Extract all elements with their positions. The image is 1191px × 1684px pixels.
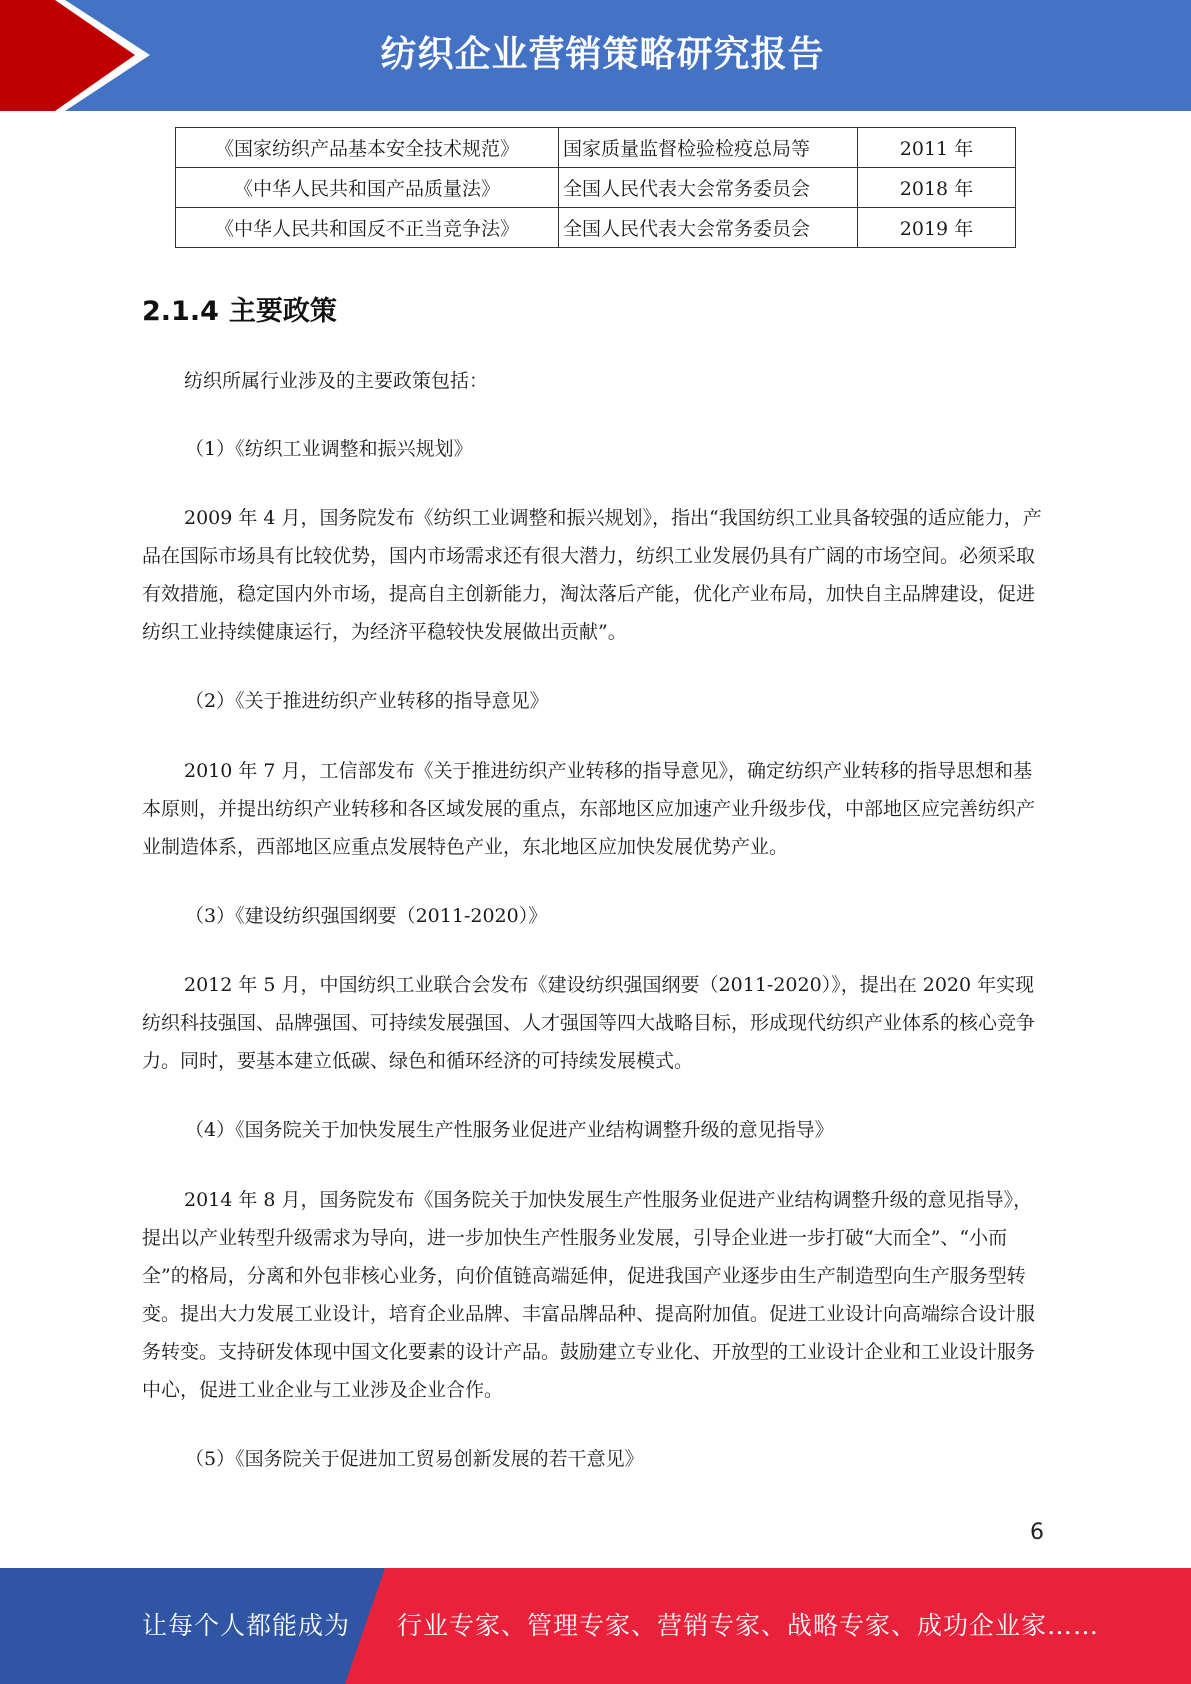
policy-heading: （5）《国务院关于促进加工贸易创新发展的若干意见》 <box>185 1448 644 1470</box>
intro-paragraph: 纺织所属行业涉及的主要政策包括： <box>184 370 489 392</box>
table-row <box>176 208 1016 248</box>
table-row <box>176 128 1016 168</box>
table-row <box>176 168 1016 208</box>
footer-slogan-left: 让每个人都能成为 <box>142 1611 351 1640</box>
policy-body: 2009 年 4 月，国务院发布《纺织工业调整和振兴规划》，指出“我国纺织工业具备较强的适应能力，产品在国际市场具有比较优势，国内市场需求还有很大潜力，纺织工业发展仍具有广阔的市场空间。必须采取有效措施，稳定国内外市场，提高自主创新能力，淘汰落后产能，优化产业布局，加快自主品牌建设，促进纺织工业持续健康运行，为经济平稳较快发展做出贡献”。 <box>142 507 1042 643</box>
law-name-cell: 《中华人民共和国反不正当竞争法》 <box>176 208 559 248</box>
policy-body: 2014 年 8 月，国务院发布《国务院关于加快发展生产性服务业促进产业结构调整升级的意见指导》，提出以产业转型升级需求为导向，进一步加快生产性服务业发展，引导企业进一步打破“大而全”、“小而全”的格局，分离和外包非核心业务，向价值链高端延伸，促进我国产业逐步由生产制造型向生产服务型转变。提出大力发展工业设计，培育企业品牌、丰富品牌品种、提高附加值。促进工业设计向高端综合设计服务转变。支持研发体现中国文化要素的设计产品。鼓励建立专业化、开放型的工业设计企业和工业设计服务中心，促进工业企业与工业涉及企业合作。 <box>142 1189 1036 1401</box>
policy-heading: （2）《关于推进纺织产业转移的指导意见》 <box>185 690 549 712</box>
footer-slogan-right: 行业专家、管理专家、营销专家、战略专家、成功企业家…… <box>397 1611 1100 1640</box>
policy-heading: （1）《纺织工业调整和振兴规划》 <box>185 438 473 460</box>
page-header <box>0 0 1191 111</box>
section-heading <box>142 289 337 328</box>
policy-body: 2010 年 7 月，工信部发布《关于推进纺织产业转移的指导意见》，确定纺织产业转移的指导思想和基本原则，并提出纺织产业转移和各区域发展的重点，东部地区应加速产业升级步伐，中部地区应完善纺织产业制造体系，西部地区应重点发展特色产业，东北地区应加快发展优势产业。 <box>142 760 1036 858</box>
issuer-cell: 国家质量监督检验检疫总局等 <box>559 128 858 168</box>
policy-body: 2012 年 5 月，中国纺织工业联合会发布《建设纺织强国纲要（2011-2020）》，提出在 2020 年实现纺织科技强国、品牌强国、可持续发展强国、人才强国等四大战略目标，形成现代纺织产业体系的核心竞争力。同时，要基本建立低碳、绿色和循环经济的可持续发展模式。 <box>142 974 1036 1072</box>
section-title: 主要政策 <box>228 296 337 327</box>
law-name-cell: 《国家纺织产品基本安全技术规范》 <box>176 128 559 168</box>
policy-heading: （4）《国务院关于加快发展生产性服务业促进产业结构调整升级的意见指导》 <box>185 1119 834 1141</box>
issuer-cell: 全国人民代表大会常务委员会 <box>559 208 858 248</box>
section-number: 2.1.4 <box>142 296 219 327</box>
year-cell: 2018 年 <box>858 168 1016 208</box>
report-title: 纺织企业营销策略研究报告 <box>380 34 825 75</box>
policy-heading: （3）《建设纺织强国纲要（2011-2020）》 <box>185 905 548 927</box>
issuer-cell: 全国人民代表大会常务委员会 <box>559 168 858 208</box>
year-cell: 2019 年 <box>858 208 1016 248</box>
laws-table <box>175 127 1016 248</box>
law-name-cell: 《中华人民共和国产品质量法》 <box>176 168 559 208</box>
year-cell: 2011 年 <box>858 128 1016 168</box>
page-number: 6 <box>1030 1520 1044 1545</box>
page-footer <box>0 1568 1191 1684</box>
